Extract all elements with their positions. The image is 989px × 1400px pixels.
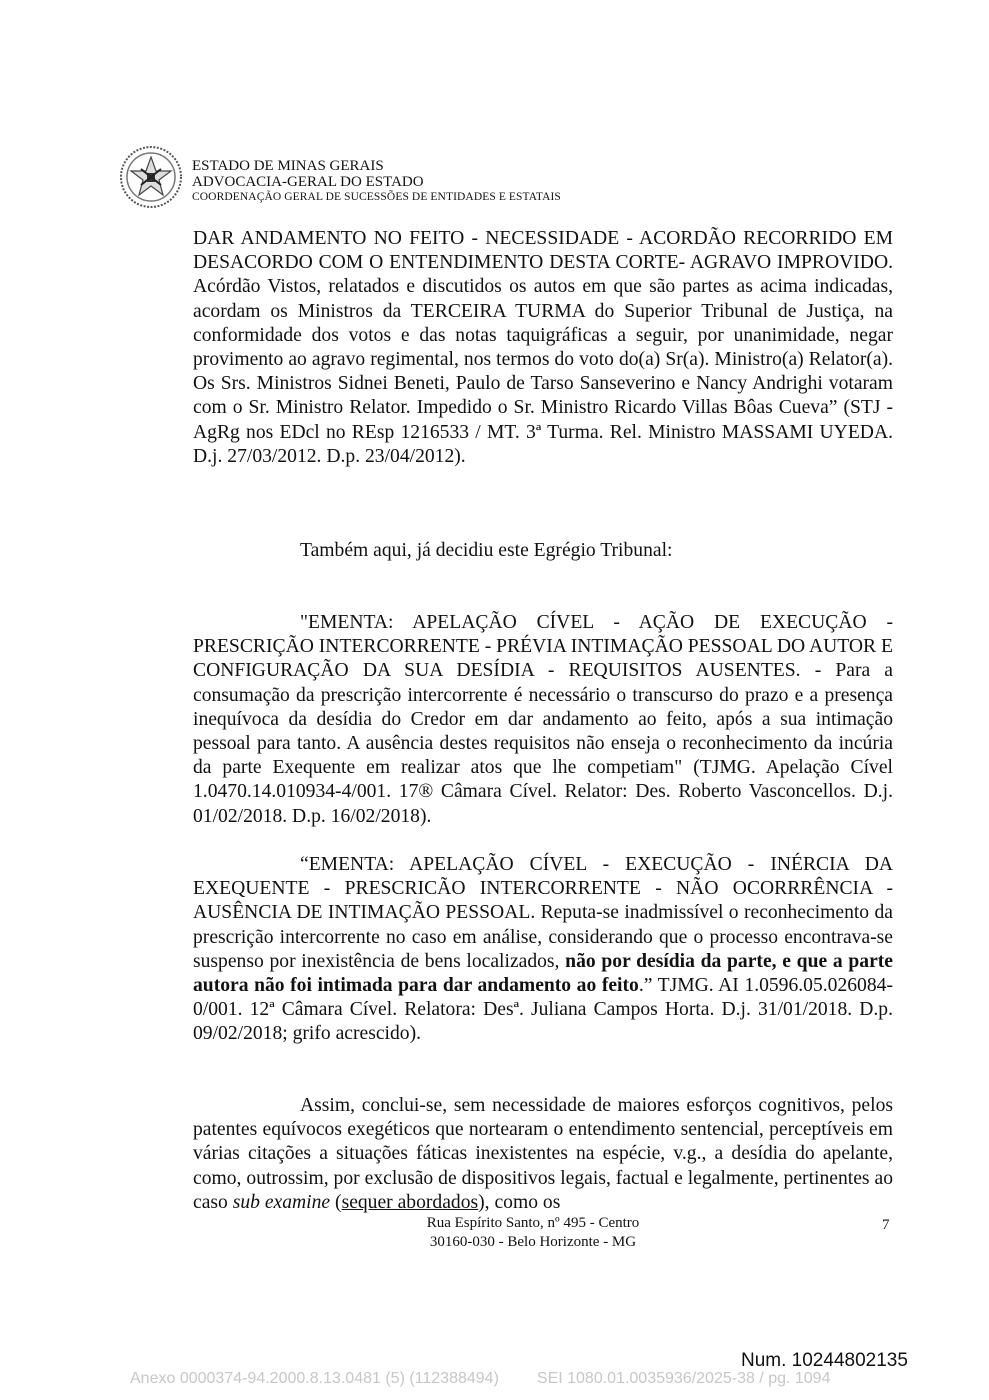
quote-paragraph-tjmg-2 [193, 853, 893, 1047]
address-line-1: Rua Espírito Santo, nº 495 - Centro [426, 1215, 640, 1231]
footer-address [393, 1214, 673, 1252]
italic-term: sub examine [232, 1191, 331, 1213]
quote-text: “EMENTA: APELAÇÃO CÍVEL - EXECUÇÃO - INÉRCIA DA EXEQUENTE - PRESCRICÃO INTERCORRENTE - NÃO OCORRRÊNCIA - AUSÊNCIA DE INTIMAÇÃO PESSOAL. Reputa-se inadmissível o reconhecimento da prescrição intercorrente no caso em análise, considerando que o processo encontrava-se suspenso por inexistência de bens localizados, [193, 854, 893, 972]
annex-stamp [130, 1370, 830, 1388]
annex-reference: Anexo 0000374-94.2000.8.13.0481 (5) (112388494) [130, 1370, 499, 1387]
document-number: Num. 10244802135 [741, 1350, 908, 1371]
quote-paragraph-tjmg-1: "EMENTA: APELAÇÃO CÍVEL - AÇÃO DE EXECUÇÃO - PRESCRIÇÃO INTERCORRENTE - PRÉVIA INTIMAÇÃO PESSOAL DO AUTOR E CONFIGURAÇÃO DA SUA DESÍDIA - REQUISITOS AUSENTES. - Para a consumação da prescrição intercorrente é necessário o transcurso do prazo e a presença inequívoca da desídia do Credor em dar andamento ao feito, após a sua intimação pessoal para tanto. A ausência destes requisitos não enseja o reconhecimento da incúria da parte Exequente em realizar atos que lhe competiam" (TJMG. Apelação Cível 1.0470.14.010934-4/001. 17® Câmara Cível. Relator: Des. Roberto Vasconcellos. D.j. 01/02/2018. D.p. 16/02/2018). [193, 612, 893, 827]
conclusion-paragraph [193, 1094, 893, 1215]
bold-emphasis: não por desídia da parte, e que a parte autora não foi intimada para dar andamento ao feito [193, 950, 893, 997]
conclusion-text-mid: ( [330, 1191, 342, 1213]
address-line-2: 30160-030 - Belo Horizonte - MG [429, 1234, 637, 1250]
conclusion-text-end: ), como os [478, 1191, 561, 1213]
state-name: ESTADO DE MINAS GERAIS [192, 158, 384, 174]
conclusion-text: Assim, conclui-se, sem necessidade de maiores esforços cognitivos, pelos patentes equívocos exegéticos que nortearam o entendimento sentencial, perceptíveis em várias citações a situações fáticas inexistentes na espécie, v.g., a desídia do apelante, como, outrossim, por exclusão de dispositivos legais, factual e legalmente, pertinentes ao caso [193, 1095, 893, 1213]
state-seal-icon [119, 145, 183, 209]
sei-reference: SEI 1080.01.0035936/2025-38 / pg. 1094 [536, 1370, 831, 1387]
quote-citation: .” TJMG. AI 1.0596.05.026084-0/001. 12ª Câmara Cível. Relatora: Desª. Juliana Campos Horta. D.j. 31/01/2018. D.p. 09/02/2018; grifo acrescido). [193, 975, 893, 1045]
intro-paragraph: Também aqui, já decidiu este Egrégio Tribunal: [300, 540, 673, 561]
letterhead [192, 159, 561, 206]
underlined-term: sequer abordados [341, 1191, 479, 1213]
division-name: COORDENAÇÃO GERAL DE SUCESSÕES DE ENTIDADES E ESTATAIS [192, 191, 561, 203]
page-number: 7 [882, 1217, 890, 1233]
quote-paragraph-stj: DAR ANDAMENTO NO FEITO - NECESSIDADE - ACORDÃO RECORRIDO EM DESACORDO COM O ENTENDIMENTO DESTA CORTE- AGRAVO IMPROVIDO. Acórdão Vistos, relatados e discutidos os autos em que são partes as acima indicadas, acordam os Ministros da TERCEIRA TURMA do Superior Tribunal de Justiça, na conformidade dos votos e das notas taquigráficas a seguir, por unanimidade, negar provimento ao agravo regimental, nos termos do voto do(a) Sr(a). Ministro(a) Relator(a). Os Srs. Ministros Sidnei Beneti, Paulo de Tarso Sanseverino e Nancy Andrighi votaram com o Sr. Ministro Relator. Impedido o Sr. Ministro Ricardo Villas Bôas Cueva” (STJ - AgRg nos EDcl no REsp 1216533 / MT. 3ª Turma. Rel. Ministro MASSAMI UYEDA. D.j. 27/03/2012. D.p. 23/04/2012). [193, 228, 893, 467]
agency-name: ADVOCACIA-GERAL DO ESTADO [192, 173, 424, 190]
